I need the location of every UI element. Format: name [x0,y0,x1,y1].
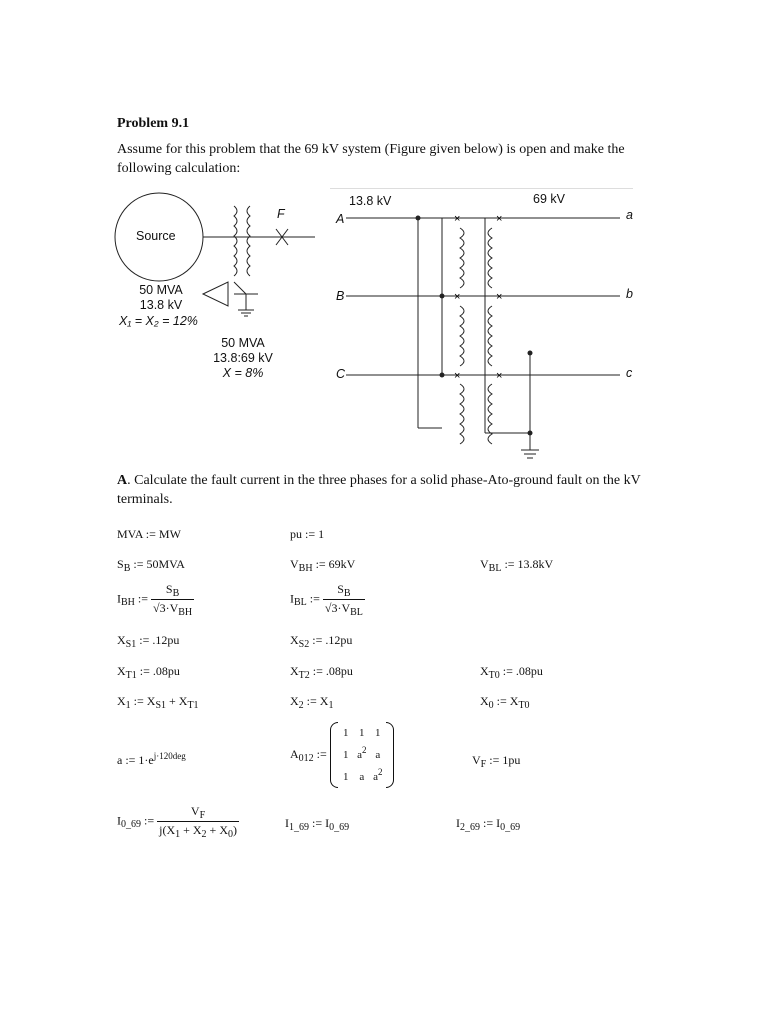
eq-xt2: $X_{T2}$ := .08pu [290,664,353,681]
eq-vbh: $V_{BH}$ := 69kV [290,557,356,574]
transformer-rating: 50 MVA 13.8:69 kV X = 8% [213,336,273,380]
svg-text:×: × [454,370,461,382]
eq-ibl: $I_{BL}$ := $\frac{S_B}{√3\cdot V_{BL}}$ [290,582,363,618]
transformer-coil-left [234,206,237,276]
eq-i1: $I_{1\_69}$ := $I_{0\_69}$ [285,816,350,833]
eq-xt0: $X_{T0}$ := .08pu [480,664,543,681]
eq-x0: $X_0$ := $X_{T0}$ [480,694,530,711]
phase-b-label: b [626,287,633,301]
part-a-text: A. Calculate the fault current in the three phases for a solid phase-Ato-ground fault on the kV terminals. [117,473,641,507]
eq-i2: $I_{2\_69}$ := $I_{0\_69}$ [456,816,521,833]
eq-xs1: $X_{S1}$ := .12pu [117,633,180,650]
a012-matrix: 1 1 1 1 $a^2$ a 1 a $a^2$ [330,722,394,788]
eq-sb: $S_B$ := 50MVA [117,557,185,574]
phase-B-label: B [336,289,345,303]
generator-rating: 50 MVA 13.8 kV [139,283,183,312]
problem-intro: Assume for this problem that the 69 kV system (Figure given below) is open and make the following calculation: [117,142,625,176]
eq-pu: pu := 1 [290,527,325,541]
hv-voltage-label: 69 kV [533,192,565,206]
eq-xs2: $X_{S2}$ := .12pu [290,633,353,650]
eq-x1: $X_1$ := $X_{S1} + X_{T1}$ [117,694,199,711]
phase-A-label: A [336,212,345,226]
generator-reactance: X₁ = X₂ = 12% [119,314,198,328]
eq-a-operator: a := $1\cdot e^{j\cdot 120deg}$ [117,751,186,767]
svg-text:×: × [454,291,461,303]
eq-ibh: $I_{BH}$ := $\frac{S_B}{√3\cdot V_{BH}}$ [117,582,193,618]
phase-a-label: a [626,208,633,222]
eq-xt1: $X_{T1}$ := .08pu [117,664,180,681]
delta-icon [203,282,228,306]
eq-a012-matrix: $A_{012}$ := 1 1 1 1 $a^2$ a 1 a $a^2$ [290,722,394,788]
svg-text:×: × [496,370,503,382]
source-label: Source [136,229,176,243]
eq-vf: $V_F$ := 1pu [472,753,521,770]
eq-x2: $X_2$ := $X_1$ [290,694,334,711]
phase-C-label: C [336,367,346,381]
three-phase-diagram [330,188,640,473]
problem-title: Problem 9.1 [117,116,190,131]
svg-text:×: × [454,213,461,225]
svg-text:×: × [496,291,503,303]
eq-i0: $I_{0\_69}$ := $\frac{V_F}{j(X_1 + X_2 + X_0)}$ [117,804,237,840]
phase-c-label: c [626,366,633,380]
eq-mva: MVA := MW [117,527,181,541]
fault-label: F [277,207,285,221]
transformer-coil-right [247,206,250,276]
eq-vbl: $V_{BL}$ := 13.8kV [480,557,554,574]
svg-text:×: × [496,213,503,225]
lv-voltage-label: 13.8 kV [349,194,392,208]
